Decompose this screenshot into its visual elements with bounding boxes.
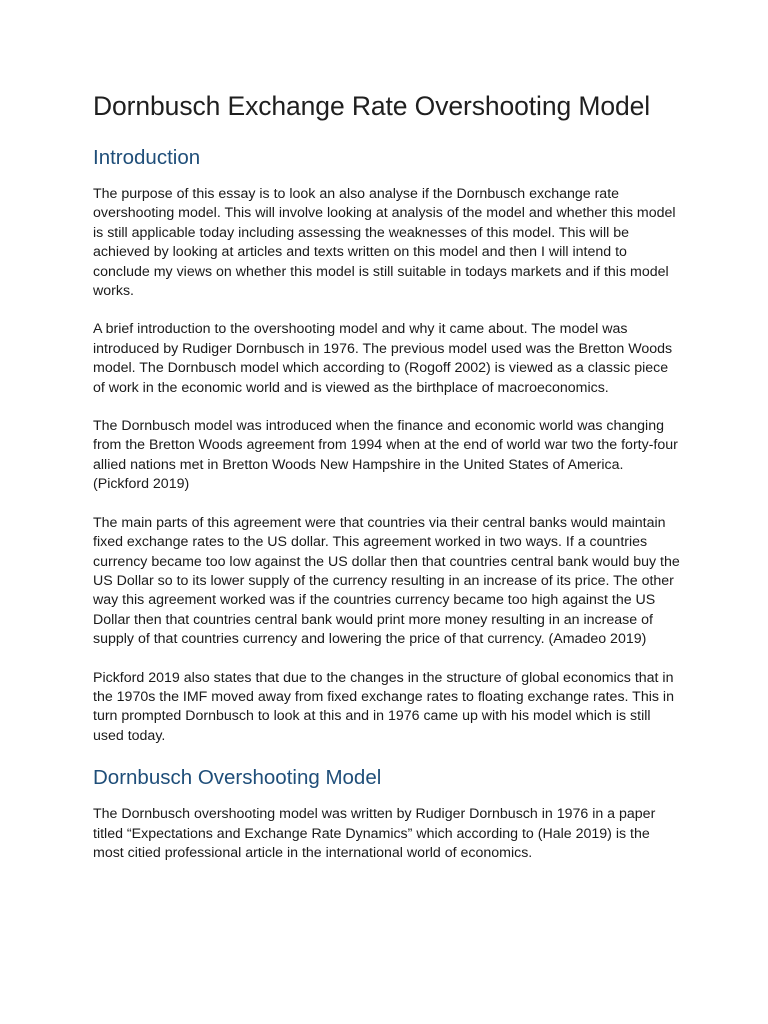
paragraph: The Dornbusch model was introduced when the finance and economic world was changing from the Bretton Woods agreement from 1994 when at the end of world war two the forty-four allied nations met in Bretton Woods New Hampshire in the United States of America. (Pickford 2019) [93, 418, 678, 493]
paragraph: The Dornbusch overshooting model was written by Rudiger Dornbusch in 1976 in a paper titled “Expectations and Exchange Rate Dynamics” which according to (Hale 2019) is the most citied professional article in the international world of economics. [93, 806, 656, 861]
paragraph: The main parts of this agreement were that countries via their central banks would maintain fixed exchange rates to the US dollar. This agreement worked in two ways. If a countries currency became too low against the US dollar then that countries central bank would buy the US Dollar so to its lower supply of the currency resulting in an increase of its price. The other way this agreement worked was if the countries currency became too high against the US Dollar then that countries central bank would print more money resulting in an increase of supply of that countries currency and lowering the price of that currency. (Amadeo 2019) [93, 514, 680, 648]
document-page [93, 86, 683, 882]
section-dornbusch-overshooting-model [93, 765, 683, 863]
section-introduction [93, 145, 683, 746]
paragraph: The purpose of this essay is to look an also analyse if the Dornbusch exchange rate overshooting model. This will involve looking at analysis of the model and whether this model is still applicable today including assessing the weaknesses of this model. This will be achieved by looking at articles and texts written on this model and then I will intend to conclude my views on whether this model is still suitable in todays markets and if this model works. [93, 186, 676, 300]
section-heading: Dornbusch Overshooting Model [93, 766, 382, 790]
document-title: Dornbusch Exchange Rate Overshooting Model [93, 91, 651, 121]
paragraph: Pickford 2019 also states that due to the changes in the structure of global economics that in the 1970s the IMF moved away from fixed exchange rates to floating exchange rates. This in turn prompted Dornbusch to look at this and in 1976 came up with his model which is still used today. [93, 669, 674, 744]
section-heading: Introduction [93, 146, 201, 169]
paragraph: A brief introduction to the overshooting model and why it came about. The model was introduced by Rudiger Dornbusch in 1976. The previous model used was the Bretton Woods model. The Dornbusch model which according to (Rogoff 2002) is viewed as a classic piece of work in the economic world and is viewed as the birthplace of macroeconomics. [93, 321, 673, 396]
